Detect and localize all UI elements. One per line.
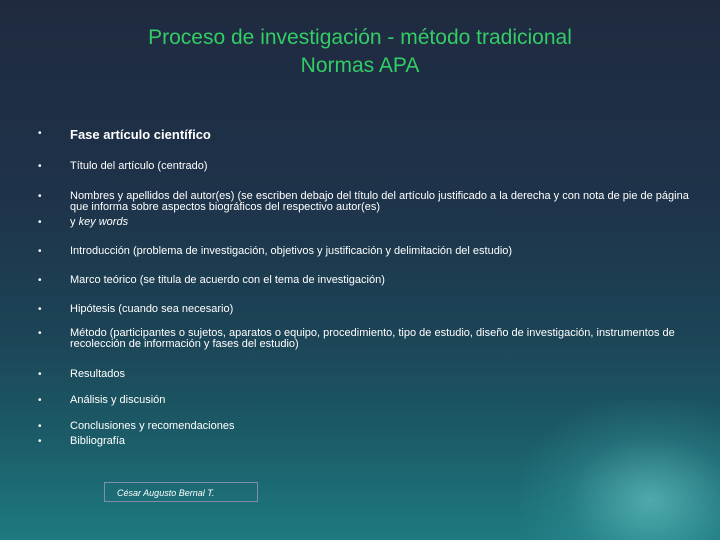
- bullet-icon: •: [38, 275, 42, 286]
- bullet-icon: •: [38, 217, 42, 228]
- list-item-text: Marco teórico (se titula de acuerdo con el tema de investigación): [70, 274, 385, 286]
- bullet-icon: •: [38, 436, 42, 447]
- bullet-icon: •: [38, 128, 42, 139]
- list-item-text: Conclusiones y recomendaciones: [70, 420, 235, 432]
- list-item-text: Título del artículo (centrado): [70, 160, 208, 172]
- key-words-italic: key words: [78, 216, 129, 228]
- list-item-text: [70, 217, 690, 228]
- bullet-icon: •: [38, 395, 42, 406]
- list-item-text: Método (participantes o sujetos, aparatos o equipo, procedimiento, tipo de estudio, diseño de investigación, instrumentos de recolección de información y fases del estudio): [70, 327, 675, 350]
- list-item-text: Análisis y discusión: [70, 394, 166, 406]
- bullet-icon: •: [38, 191, 42, 202]
- list-item-text: Nombres y apellidos del autor(es) (se escriben debajo del título del artículo justificado a la derecha y con nota de pie de página que informa sobre aspectos biográficos del respectivo autor(es): [70, 190, 689, 213]
- list-item-text: Resultados: [70, 368, 126, 380]
- bullet-icon: •: [38, 369, 42, 380]
- list-item-text: Hipótesis (cuando sea necesario): [70, 303, 234, 315]
- bullet-icon: •: [38, 161, 42, 172]
- bullet-icon: •: [38, 246, 42, 257]
- key-words-prefix: y: [70, 216, 79, 228]
- bullet-icon: •: [38, 421, 42, 432]
- title-line-2: Normas APA: [300, 54, 420, 77]
- author-credit: César Augusto Bernal T.: [104, 482, 258, 502]
- bullet-icon: •: [38, 328, 42, 339]
- bullet-icon: •: [38, 304, 42, 315]
- title-line-1: Proceso de investigación - método tradicional: [148, 26, 572, 49]
- list-item-text: Bibliografía: [70, 435, 126, 447]
- list-item-text: Fase artículo científico: [70, 127, 211, 142]
- list-item-text: Introducción (problema de investigación, objetivos y justificación y delimitación del estudio): [70, 245, 513, 257]
